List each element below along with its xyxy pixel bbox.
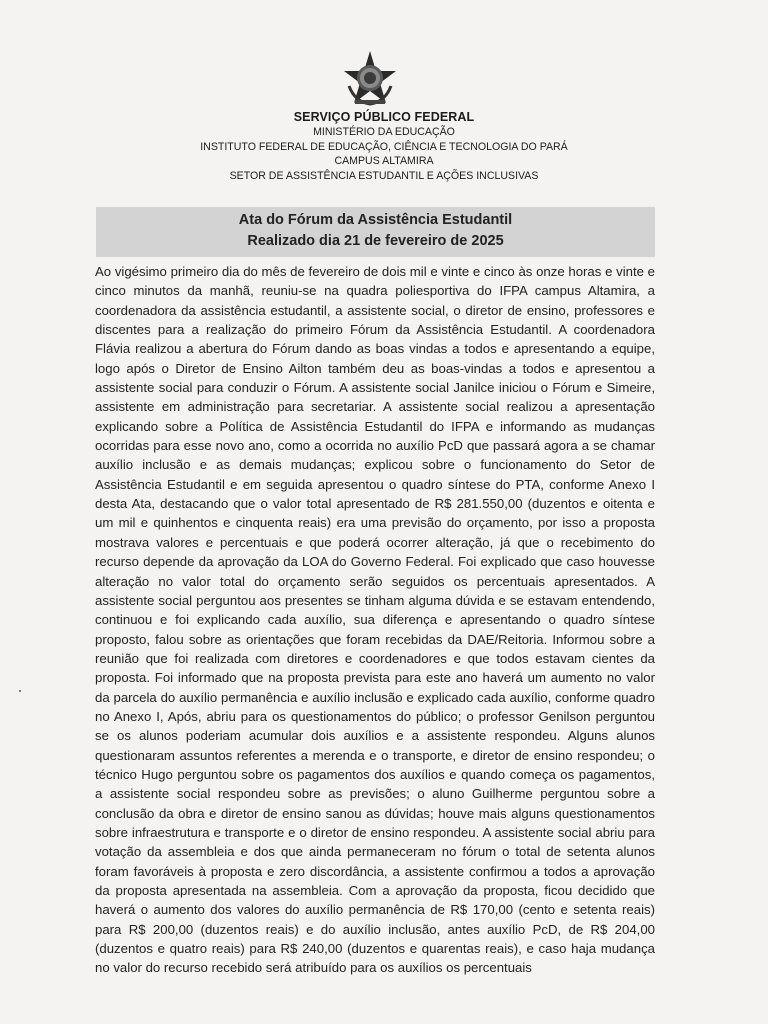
header-org: SERVIÇO PÚBLICO FEDERAL <box>293 110 475 124</box>
title-line-2: Realizado dia 21 de fevereiro de 2025 <box>247 233 504 249</box>
header-ministry: MINISTÉRIO DA EDUCAÇÃO <box>313 126 455 138</box>
header-institute: INSTITUTO FEDERAL DE EDUCAÇÃO, CIÊNCIA E TECNOLOGIA DO PARÁ <box>200 140 568 153</box>
minutes-body-paragraph: Ao vigésimo primeiro dia do mês de fevereiro de dois mil e vinte e cinco às onze horas e vinte e cinco minutos da manhã, reuniu-se na quadra poliesportiva do IFPA campus Altamira, a coordenadora da assistência estudantil, a assistente social, o diretor de ensino, professores e discentes para a realização do primeiro Fórum da Assistência Estudantil. A coordenadora Flávia realizou a abertura do Fórum dando as boas vindas a todos e apresentando a equipe, logo após o Diretor de Ensino Ailton também deu as boas-vindas a todos e apresentou a assistente social para conduzir o Fórum. A assistente social Janilce iniciou o Fórum e Simeire, assistente em administração para secretariar. A assistente social realizou a apresentação explicando sobre a Política de Assistência Estudantil do IFPA e informando as mudanças ocorridas para esse novo ano, como a ocorrida no auxílio PcD que passará agora a se chamar auxílio inclusão e as demais mudanças; explicou sobre o funcionamento do Setor de Assistência Estudantil e em seguida apresentou o quadro síntese do PTA, conforme Anexo I desta Ata, destacando que o valor total apresentado de R$ 281.550,00 (duzentos e oitenta e um mil e quinhentos e cinquenta reais) era uma previsão do orçamento, por isso a proposta mostrava valores e percentuais e que poderá ocorrer alteração, já que o recebimento do recurso depende da aprovação da LOA do Governo Federal. Foi explicado que caso houvesse alteração no valor total do orçamento serão seguidos os percentuais apresentados. A assistente social perguntou aos presentes se tinham alguma dúvida e se estavam entendendo, continuou e foi explicando cada auxílio, sua diferença e apresentando o quadro síntese proposto, falou sobre as orientações que foram recebidas da DAE/Reitoria. Informou sobre a reunião que foi realizada com diretores e coordenadores e que todos estavam cientes da proposta. Foi informado que na proposta prevista para este ano haverá um aumento no valor da parcela do auxílio permanência e auxílio inclusão e explicado cada auxílio, conforme quadro no Anexo I, Após, abriu para os questionamentos do público; o professor Genilson perguntou se os alunos poderiam acumular dois auxílios e a assistente respondeu. Alguns alunos questionaram assuntos referentes a merenda e o transporte, e diretor de ensino respondeu; o técnico Hugo perguntou sobre os pagamentos dos auxílios e quando começa os pagamentos, a assistente social respondeu sobre as previsões; o aluno Guilherme perguntou sobre a conclusão da obra e diretor de ensino sanou as dúvidas; houve mais alguns questionamentos sobre infraestrutura e transporte e o diretor de ensino respondeu. A assistente social abriu para votação da assembleia e dos que ainda permaneceram no fórum o total de setenta alunos foram favoráveis à proposta e zero discordância, a assistente confirmou a todos a aprovação da proposta apresentada na assembleia. Com a aprovação da proposta, ficou decidido que haverá o aumento dos valores do auxílio permanência de R$ 170,00 (cento e setenta reais) para R$ 200,00 (duzentos reais) e do auxílio inclusão, antes auxílio PcD, de R$ 204,00 (duzentos e quatro reais) para R$ 240,00 (duzentos e quarentas reais), e caso haja mudança no valor do recurso recebido será atribuído para os auxílios os percentuais <box>95 264 655 976</box>
title-line-1: Ata do Fórum da Assistência Estudantil <box>238 212 513 228</box>
brazil-coat-of-arms-icon <box>341 50 399 108</box>
document-header <box>0 110 768 183</box>
document-title-box <box>96 207 655 257</box>
header-campus: CAMPUS ALTAMIRA <box>334 155 434 167</box>
header-sector: SETOR DE ASSISTÊNCIA ESTUDANTIL E AÇÕES INCLUSIVAS <box>229 169 539 182</box>
scan-mark <box>19 690 21 692</box>
